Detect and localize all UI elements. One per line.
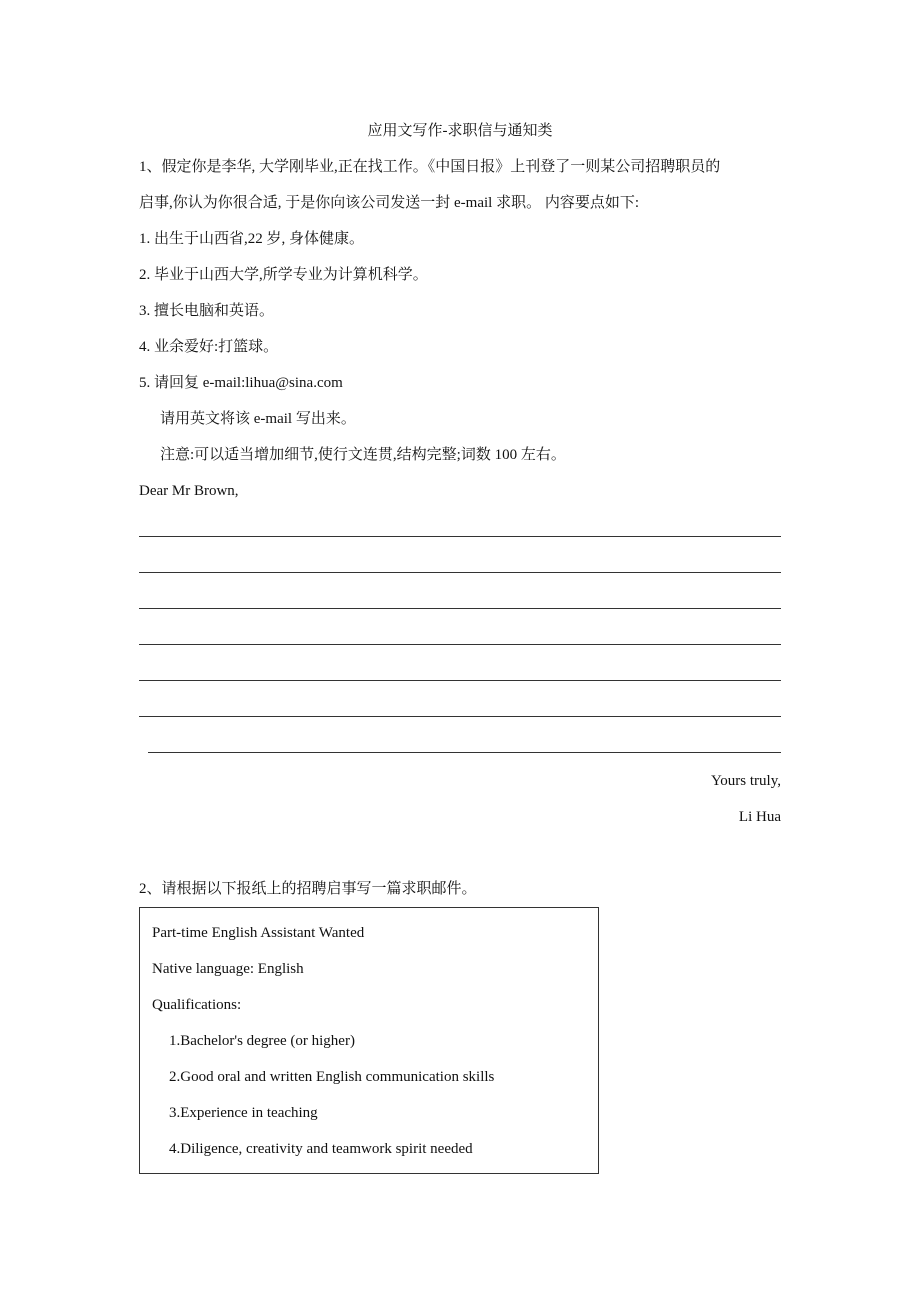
- writing-line: [139, 572, 781, 573]
- writing-line: [139, 536, 781, 537]
- writing-line: [139, 644, 781, 645]
- q1-point-5: 5. 请回复 e-mail:lihua@sina.com: [139, 375, 343, 391]
- ad-qualification-item: 1.Bachelor's degree (or higher): [169, 1033, 355, 1049]
- q1-instruction: 请用英文将该 e-mail 写出来。: [160, 411, 356, 427]
- writing-line: [139, 716, 781, 717]
- q1-point-4: 4. 业余爱好:打篮球。: [139, 339, 279, 355]
- ad-qualification-item: 3.Experience in teaching: [169, 1105, 318, 1121]
- writing-line: [139, 680, 781, 681]
- q1-signature: Li Hua: [738, 809, 781, 825]
- q1-closing: Yours truly,: [710, 773, 781, 789]
- q1-intro-line1: 1、假定你是李华, 大学刚毕业,正在找工作。《中国日报》上刊登了一则某公司招聘职员的: [139, 159, 721, 175]
- ad-qualifications-label: Qualifications:: [152, 997, 242, 1013]
- q1-intro-line2: 启事,你认为你很合适, 于是你向该公司发送一封 e-mail 求职。 内容要点如下:: [139, 195, 639, 211]
- q1-salutation: Dear Mr Brown,: [139, 483, 239, 499]
- q1-point-2: 2. 毕业于山西大学,所学专业为计算机科学。: [139, 267, 428, 283]
- ad-qualification-item: 4.Diligence, creativity and teamwork spirit needed: [169, 1141, 473, 1157]
- writing-line: [139, 608, 781, 609]
- writing-line: [148, 752, 781, 753]
- ad-headline: Part-time English Assistant Wanted: [152, 925, 365, 941]
- q2-prompt: 2、请根据以下报纸上的招聘启事写一篇求职邮件。: [139, 881, 477, 897]
- ad-language: Native language: English: [152, 961, 304, 977]
- page-title: 应用文写作-求职信与通知类: [367, 123, 553, 139]
- q1-point-1: 1. 出生于山西省,22 岁, 身体健康。: [139, 231, 365, 247]
- q1-point-3: 3. 擅长电脑和英语。: [139, 303, 275, 319]
- q1-note: 注意:可以适当增加细节,使行文连贯,结构完整;词数 100 左右。: [160, 447, 566, 463]
- ad-qualification-item: 2.Good oral and written English communication skills: [169, 1069, 495, 1085]
